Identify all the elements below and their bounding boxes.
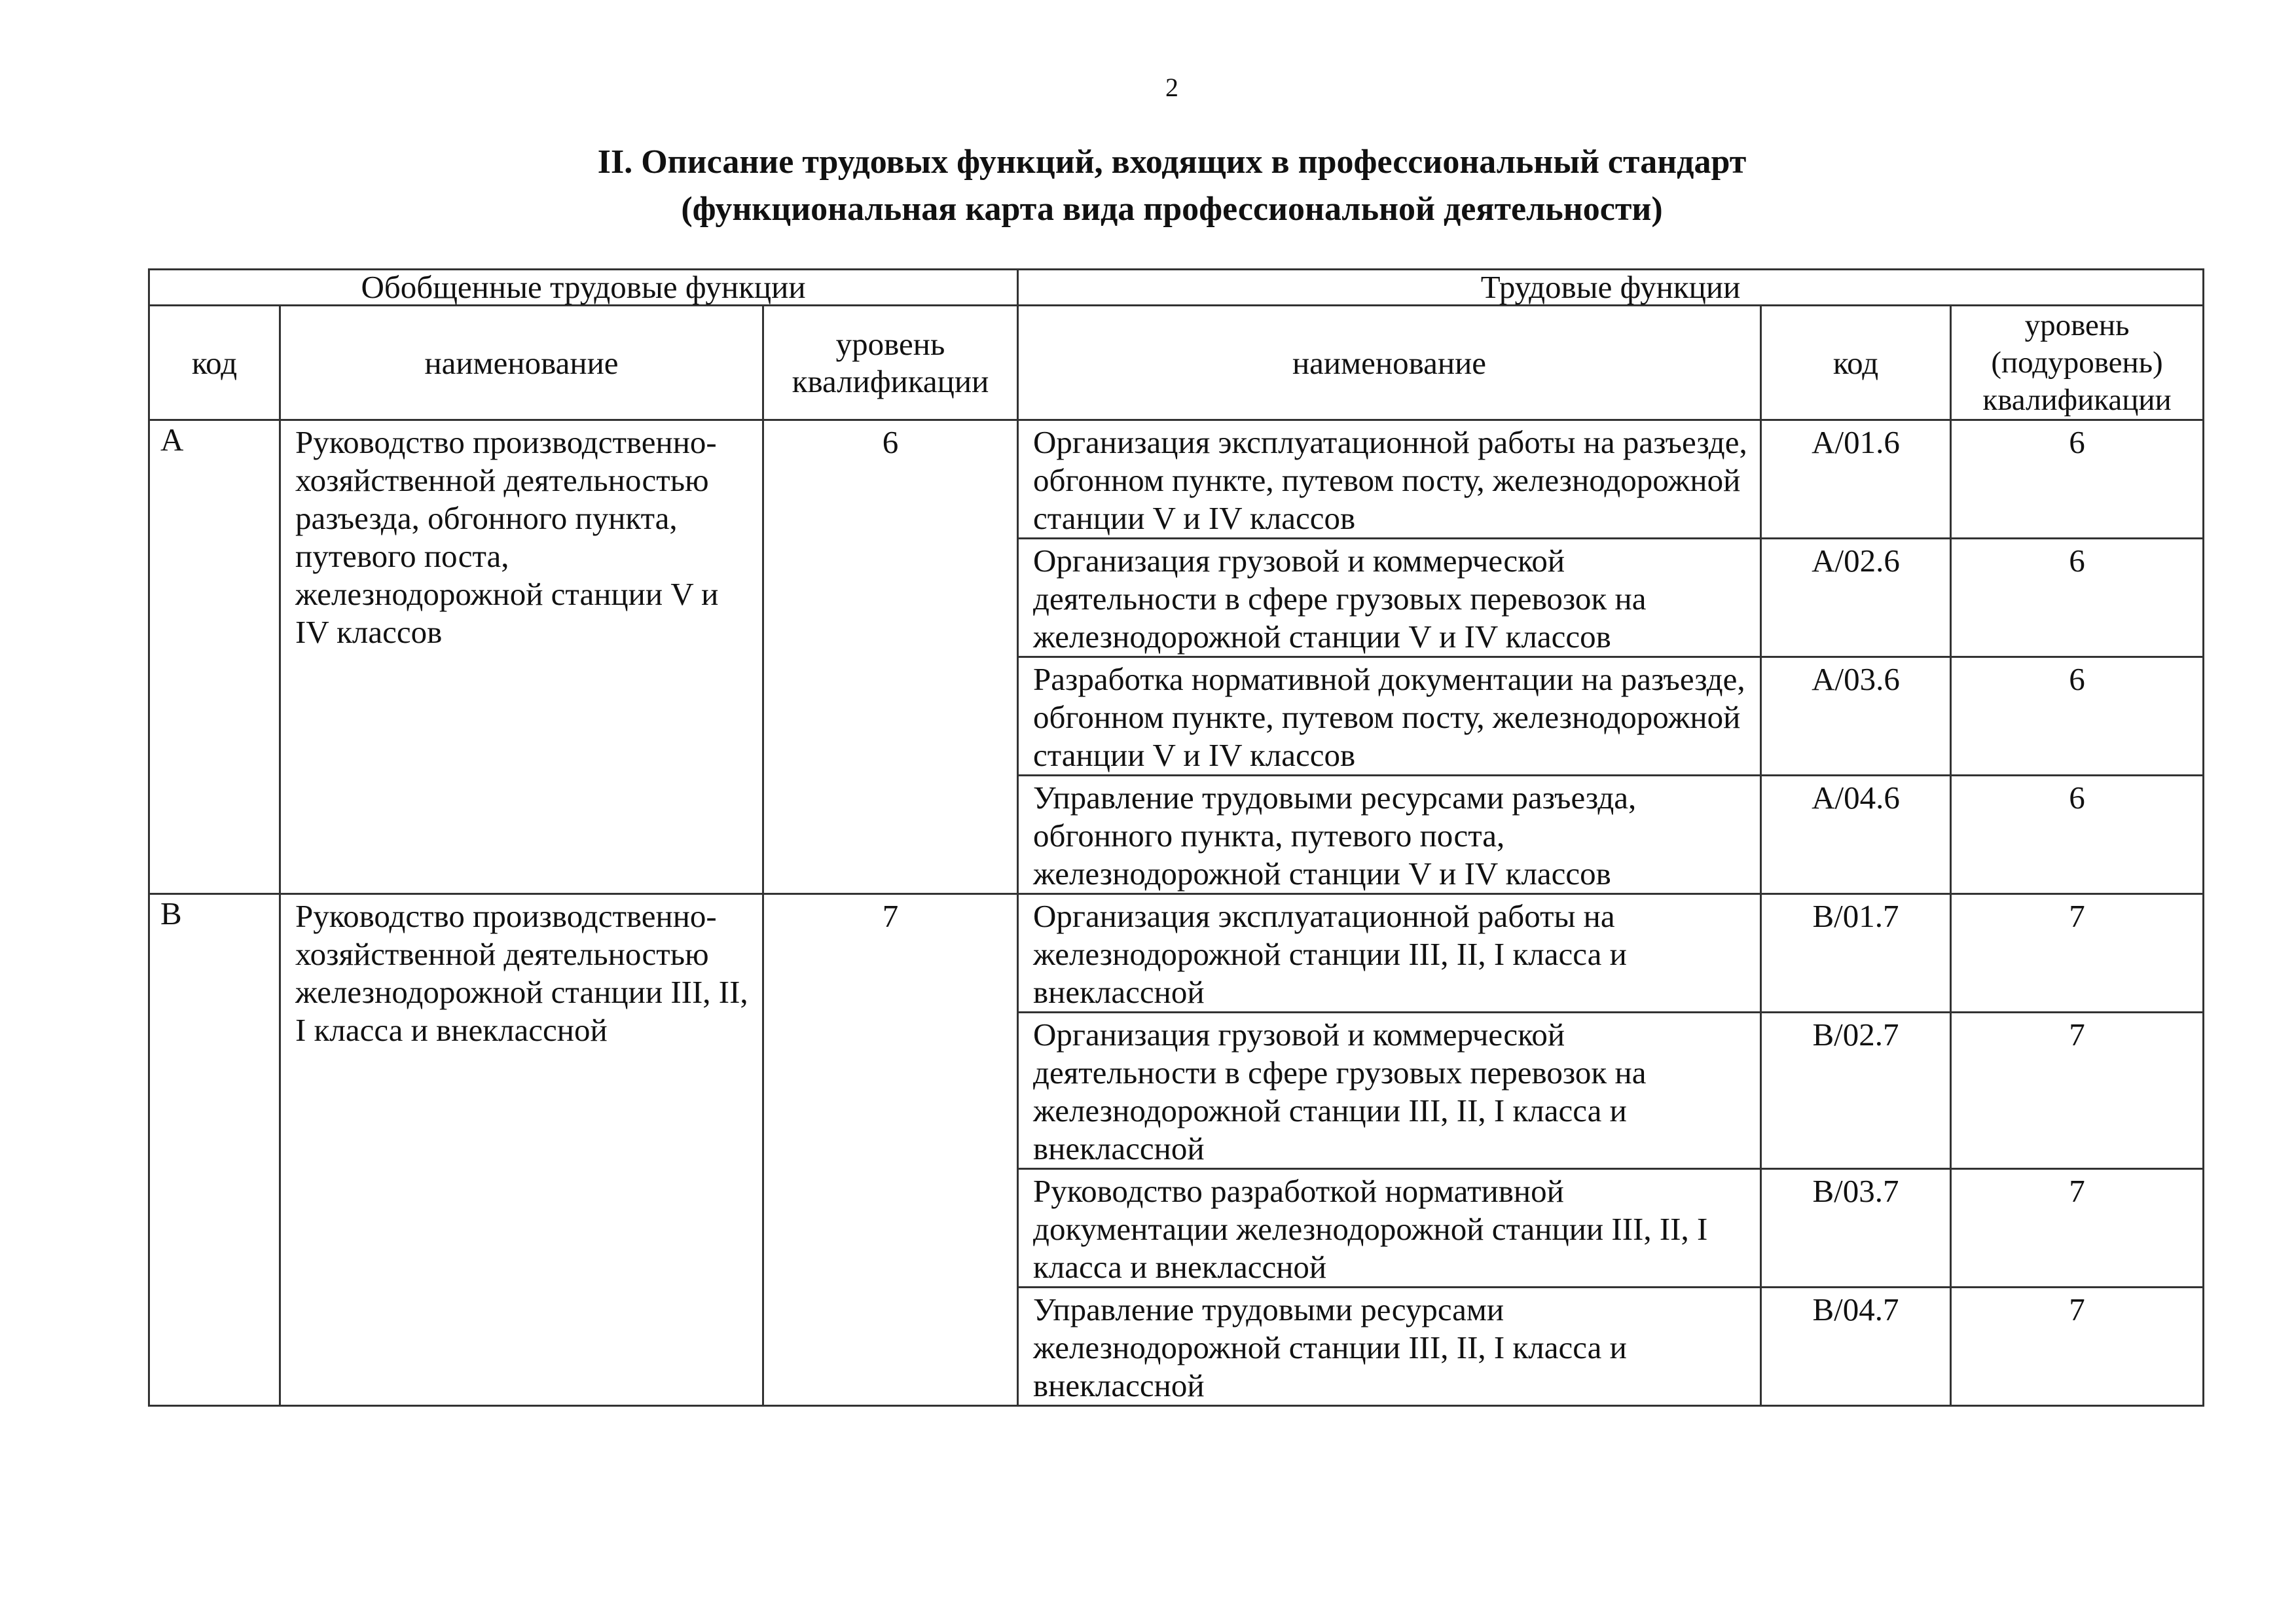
tf-level-cell: 7 <box>1951 1013 2204 1169</box>
tf-code-cell: B/04.7 <box>1761 1288 1951 1406</box>
header-tf-level: уровень (подуровень) квалификации <box>1951 306 2204 420</box>
tf-code-cell: B/03.7 <box>1761 1169 1951 1288</box>
tf-level-cell: 6 <box>1951 657 2204 776</box>
gen-name-cell: Руководство производственно-хозяйственной деятельностью железнодорожной станции III, II, I класса и внеклассной <box>280 894 763 1406</box>
tf-level-cell: 6 <box>1951 420 2204 539</box>
tf-name-cell: Организация грузовой и коммерческой деятельности в сфере грузовых перевозок на железнодорожной станции III, II, I класса и внеклассной <box>1018 1013 1761 1169</box>
gen-code-cell: A <box>149 420 280 894</box>
tf-name-cell: Управление трудовыми ресурсами разъезда, обгонного пункта, путевого поста, железнодорожной станции V и IV классов <box>1018 776 1761 894</box>
tf-name-cell: Разработка нормативной документации на разъезде, обгонном пункте, путевом посту, железнодорожной станции V и IV классов <box>1018 657 1761 776</box>
header-labor-functions: Трудовые функции <box>1018 270 2204 306</box>
header-gen-name: наименование <box>280 306 763 420</box>
gen-level-cell: 7 <box>763 894 1018 1406</box>
table-row <box>149 894 2204 1013</box>
gen-name-cell: Руководство производственно-хозяйственной деятельностью разъезда, обгонного пункта, путевого поста, железнодорожной станции V и IV классов <box>280 420 763 894</box>
section-title <box>0 139 2296 233</box>
tf-code-cell: B/02.7 <box>1761 1013 1951 1169</box>
header-generalized-functions: Обобщенные трудовые функции <box>149 270 1018 306</box>
tf-code-cell: A/04.6 <box>1761 776 1951 894</box>
tf-level-cell: 7 <box>1951 1288 2204 1406</box>
tf-level-cell: 7 <box>1951 894 2204 1013</box>
header-gen-level: уровень квалификации <box>763 306 1018 420</box>
tf-code-cell: A/02.6 <box>1761 539 1951 657</box>
header-tf-code: код <box>1761 306 1951 420</box>
table-row <box>149 420 2204 539</box>
tf-name-cell: Руководство разработкой нормативной документации железнодорожной станции III, II, I класса и внеклассной <box>1018 1169 1761 1288</box>
tf-code-cell: A/01.6 <box>1761 420 1951 539</box>
group-header-row <box>149 270 2204 306</box>
tf-level-cell: 7 <box>1951 1169 2204 1288</box>
tf-level-cell: 6 <box>1951 539 2204 657</box>
tf-code-cell: B/01.7 <box>1761 894 1951 1013</box>
header-gen-code: код <box>149 306 280 420</box>
functional-map-table <box>148 268 2204 1407</box>
tf-name-cell: Организация эксплуатационной работы на железнодорожной станции III, II, I класса и внеклассной <box>1018 894 1761 1013</box>
tf-level-cell: 6 <box>1951 776 2204 894</box>
section-title-line-1: II. Описание трудовых функций, входящих в профессиональный стандарт <box>597 143 1747 181</box>
section-title-line-2: (функциональная карта вида профессиональной деятельности) <box>681 190 1663 228</box>
gen-level-cell: 6 <box>763 420 1018 894</box>
tf-code-cell: A/03.6 <box>1761 657 1951 776</box>
tf-name-cell: Организация грузовой и коммерческой деятельности в сфере грузовых перевозок на железнодорожной станции V и IV классов <box>1018 539 1761 657</box>
gen-code-cell: B <box>149 894 280 1406</box>
page-number: 2 <box>1165 73 1178 102</box>
tf-name-cell: Управление трудовыми ресурсами железнодорожной станции III, II, I класса и внеклассной <box>1018 1288 1761 1406</box>
tf-name-cell: Организация эксплуатационной работы на разъезде, обгонном пункте, путевом посту, железнодорожной станции V и IV классов <box>1018 420 1761 539</box>
header-tf-name: наименование <box>1018 306 1761 420</box>
column-header-row <box>149 306 2204 420</box>
